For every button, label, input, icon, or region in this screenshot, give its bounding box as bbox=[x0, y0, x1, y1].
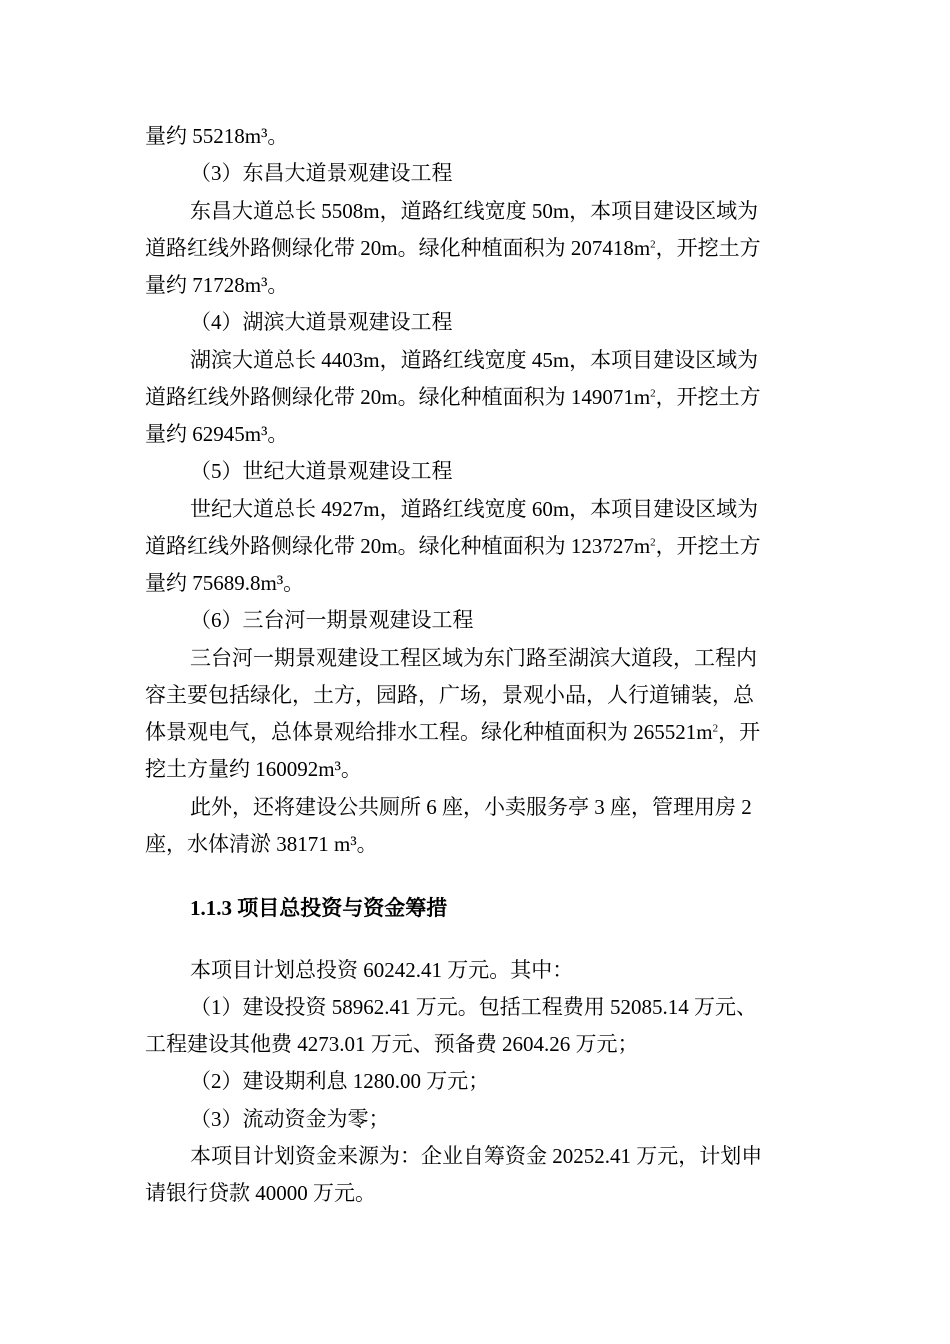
text-line: 量约 71728m³。 bbox=[145, 273, 289, 297]
text-line: （3）流动资金为零； bbox=[190, 1107, 390, 1131]
subsection-title: （5）世纪大道景观建设工程 bbox=[190, 459, 453, 483]
text-line: 量约 75689.8m³。 bbox=[145, 571, 305, 595]
subsection-title: （4）湖滨大道景观建设工程 bbox=[190, 310, 453, 334]
text-line: 体景观电气，总体景观给排水工程。绿化种植面积为 $265521m^2$，开 bbox=[145, 720, 761, 744]
text-line: 此外，还将建设公共厕所 6 座，小卖服务亭 3 座，管理用房 2 bbox=[190, 795, 752, 819]
text-line: （2）建设期利息 1280.00 万元； bbox=[190, 1069, 490, 1093]
text-line: 本项目计划资金来源为：企业自筹资金 20252.41 万元，计划申 bbox=[190, 1144, 763, 1168]
text-line: 道路红线外路侧绿化带 20m。绿化种植面积为 $123727m^2$，开挖土方 bbox=[145, 534, 761, 558]
text-line: 量约 62945m³。 bbox=[145, 422, 289, 446]
text-line: 挖土方量约 160092m³。 bbox=[145, 757, 362, 781]
text-line: 请银行贷款 40000 万元。 bbox=[145, 1181, 376, 1205]
text-line: 量约 55218m³。 bbox=[145, 124, 289, 148]
text-line: 道路红线外路侧绿化带 20m。绿化种植面积为 $207418m^2$，开挖土方 bbox=[145, 236, 761, 260]
text-line: （1）建设投资 58962.41 万元。包括工程费用 52085.14 万元、 bbox=[190, 995, 757, 1019]
text-line: 容主要包括绿化，土方，园路，广场，景观小品，人行道铺装，总 bbox=[145, 683, 754, 707]
text-line: 东昌大道总长 5508m，道路红线宽度 50m，本项目建设区域为 bbox=[190, 199, 759, 223]
text-line: 本项目计划总投资 60242.41 万元。其中： bbox=[190, 958, 574, 982]
text-line: 工程建设其他费 4273.01 万元、预备费 2604.26 万元； bbox=[145, 1032, 639, 1056]
subsection-title: （3）东昌大道景观建设工程 bbox=[190, 161, 453, 185]
text-line: 湖滨大道总长 4403m，道路红线宽度 45m，本项目建设区域为 bbox=[190, 348, 759, 372]
section-heading: 1.1.3 项目总投资与资金筹措 bbox=[190, 896, 448, 920]
text-line: 座，水体清淤 38171 m³。 bbox=[145, 832, 378, 856]
text-line: 三台河一期景观建设工程区域为东门路至湖滨大道段，工程内 bbox=[190, 646, 757, 670]
text-line: 世纪大道总长 4927m，道路红线宽度 60m，本项目建设区域为 bbox=[190, 497, 759, 521]
text-line: 道路红线外路侧绿化带 20m。绿化种植面积为 $149071m^2$，开挖土方 bbox=[145, 385, 761, 409]
subsection-title: （6）三台河一期景观建设工程 bbox=[190, 608, 474, 632]
